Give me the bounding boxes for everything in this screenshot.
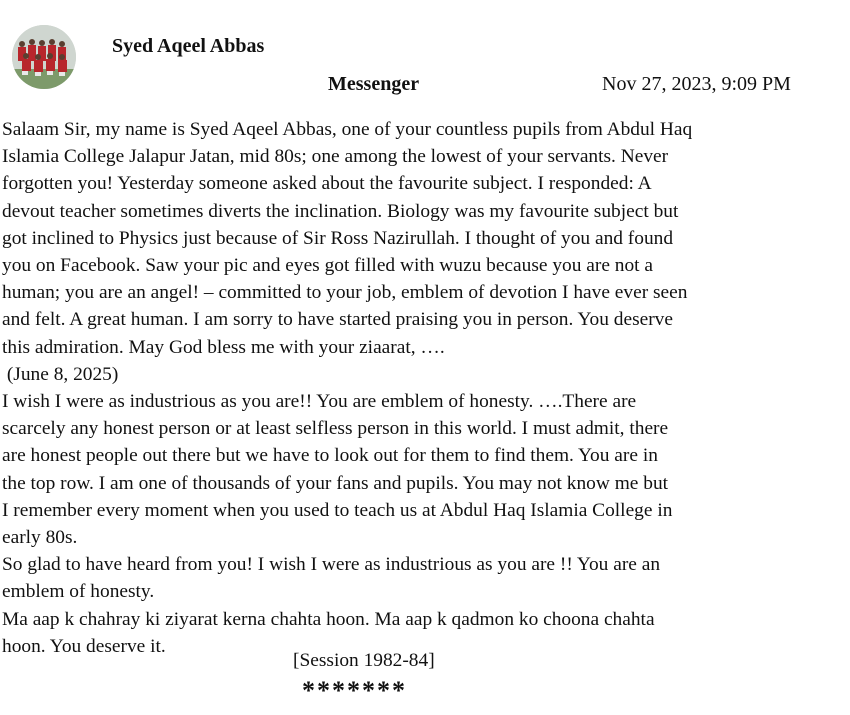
message-line: the top row. I am one of thousands of your fans and pupils. You may not know me but xyxy=(2,472,669,494)
message-line: Ma aap k chahray ki ziyarat kerna chahta hoon. Ma aap k qadmon ko choona chahta xyxy=(2,608,655,630)
session-label: [Session 1982-84] xyxy=(293,650,435,671)
message-line: emblem of honesty. xyxy=(2,581,155,603)
message-timestamp: Nov 27, 2023, 9:09 PM xyxy=(602,73,791,95)
message-line: forgotten you! Yesterday someone asked about the favourite subject. I responded: A xyxy=(2,173,652,195)
separator-stars: ******* xyxy=(302,676,407,705)
message-line: early 80s. xyxy=(2,527,78,549)
message-line: Islamia College Jalapur Jatan, mid 80s; one among the lowest of your servants. Never xyxy=(2,146,669,168)
message-line: got inclined to Physics just because of Sir Ross Nazirullah. I thought of you and found xyxy=(2,227,674,249)
app-name: Messenger xyxy=(328,73,420,95)
avatar xyxy=(12,25,76,89)
message-line: I remember every moment when you used to teach us at Abdul Haq Islamia College in xyxy=(2,499,673,521)
message-line: hoon. You deserve it. xyxy=(2,635,166,657)
message-line: I wish I were as industrious as you are!! You are emblem of honesty. ….There are xyxy=(2,391,637,413)
message-line: this admiration. May God bless me with your ziaarat, …. xyxy=(2,336,445,358)
message-line: human; you are an angel! – committed to your job, emblem of devotion I have ever seen xyxy=(2,282,688,304)
message-line: devout teacher sometimes diverts the inclination. Biology was my favourite subject but xyxy=(2,200,679,222)
message-line: scarcely any honest person or at least selfless person in this world. I must admit, there xyxy=(2,418,669,440)
message-line: and felt. A great human. I am sorry to have started praising you in person. You deserve xyxy=(2,309,673,331)
message-line: you on Facebook. Saw your pic and eyes got filled with wuzu because you are not a xyxy=(2,255,654,277)
message-date-line: (June 8, 2025) xyxy=(2,363,119,385)
message-line: are honest people out there but we have to look out for them to find them. You are in xyxy=(2,445,658,467)
sender-name: Syed Aqeel Abbas xyxy=(112,35,265,57)
message-line: So glad to have heard from you! I wish I were as industrious as you are !! You are an xyxy=(2,554,661,576)
group-photo-avatar-icon xyxy=(12,25,76,89)
message-body xyxy=(2,116,850,660)
message-line: Salaam Sir, my name is Syed Aqeel Abbas, one of your countless pupils from Abdul Haq xyxy=(2,119,693,140)
